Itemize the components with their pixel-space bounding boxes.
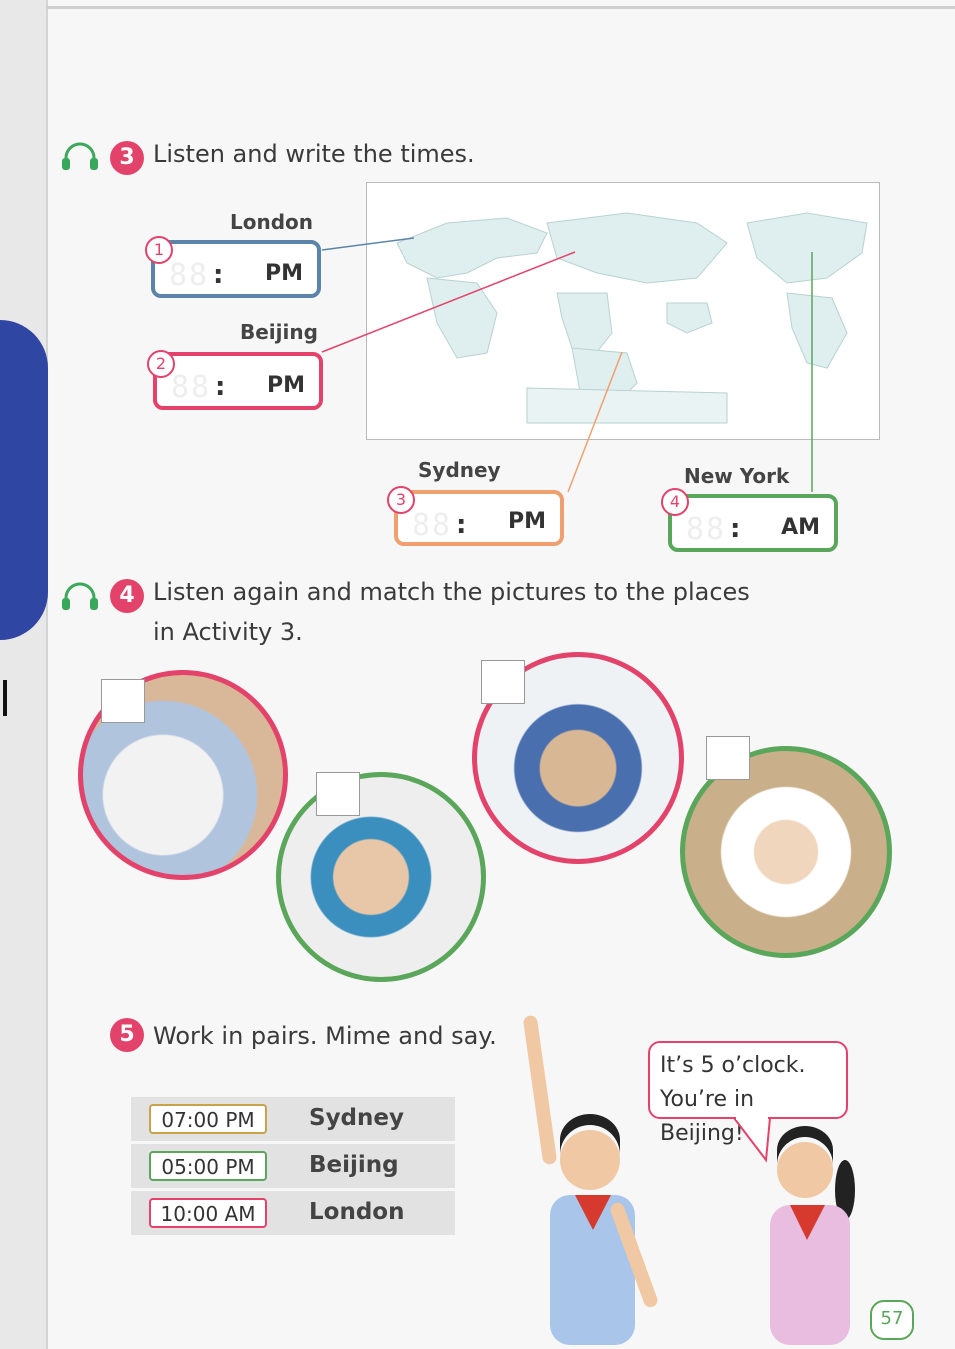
clock-1-ampm: PM bbox=[264, 261, 303, 286]
clock-3-ampm: PM bbox=[507, 509, 546, 534]
table-row bbox=[131, 1144, 455, 1188]
speech-line-1: It’s 5 o’clock. bbox=[660, 1053, 806, 1078]
spine-mark bbox=[3, 680, 7, 716]
answer-box-1[interactable] bbox=[101, 679, 145, 723]
clock-4-number: 4 bbox=[661, 488, 689, 516]
clock-3-number: 3 bbox=[387, 486, 415, 514]
clock-1-number: 1 bbox=[145, 236, 173, 264]
clock-1-digits: 88 bbox=[169, 258, 210, 293]
clock-3-city: Sydney bbox=[418, 458, 501, 482]
clock-2-digits: 88 bbox=[171, 370, 212, 405]
place-name: Beijing bbox=[309, 1152, 399, 1178]
answer-box-2[interactable] bbox=[316, 772, 360, 816]
clock-4-colon: : bbox=[730, 514, 741, 544]
activity-3-title: Listen and write the times. bbox=[153, 140, 475, 168]
place-name: Sydney bbox=[309, 1105, 404, 1131]
clock-2-ampm: PM bbox=[266, 373, 305, 398]
place-name: London bbox=[309, 1199, 405, 1225]
time-tag: 07:00 PM bbox=[149, 1104, 267, 1134]
table-row bbox=[131, 1097, 455, 1141]
clock-1-city: London bbox=[230, 210, 314, 234]
time-tag: 10:00 AM bbox=[149, 1198, 267, 1228]
headphones-icon bbox=[60, 582, 100, 612]
answer-box-3[interactable] bbox=[481, 660, 525, 704]
clock-4-digits: 88 bbox=[686, 512, 727, 547]
clock-4-city: New York bbox=[684, 464, 790, 488]
children-illustration bbox=[515, 1015, 875, 1345]
clock-4-ampm: AM bbox=[781, 515, 820, 540]
time-tag: 05:00 PM bbox=[149, 1151, 267, 1181]
activity-4-title-line-2: in Activity 3. bbox=[153, 618, 303, 646]
activity-3-number: 3 bbox=[110, 141, 144, 175]
speech-line-2: You’re in Beijing! bbox=[660, 1087, 755, 1146]
clock-1-colon: : bbox=[213, 260, 224, 290]
clock-2-colon: : bbox=[215, 372, 226, 402]
clock-3[interactable] bbox=[394, 490, 564, 546]
clock-2-city: Beijing bbox=[240, 320, 318, 344]
clock-4[interactable] bbox=[668, 494, 838, 552]
activity-5-number: 5 bbox=[110, 1018, 144, 1052]
activity-4-number: 4 bbox=[110, 579, 144, 613]
activity-5-title: Work in pairs. Mime and say. bbox=[153, 1022, 497, 1050]
page-number: 57 bbox=[870, 1300, 914, 1340]
answer-box-4[interactable] bbox=[706, 736, 750, 780]
clock-3-digits: 88 bbox=[412, 508, 453, 543]
clock-3-colon: : bbox=[456, 510, 467, 540]
activity-4-title-line-1: Listen again and match the pictures to the places bbox=[153, 578, 750, 606]
clock-2-number: 2 bbox=[147, 350, 175, 378]
table-row bbox=[131, 1191, 455, 1235]
photo-sleeping-child bbox=[276, 772, 486, 982]
